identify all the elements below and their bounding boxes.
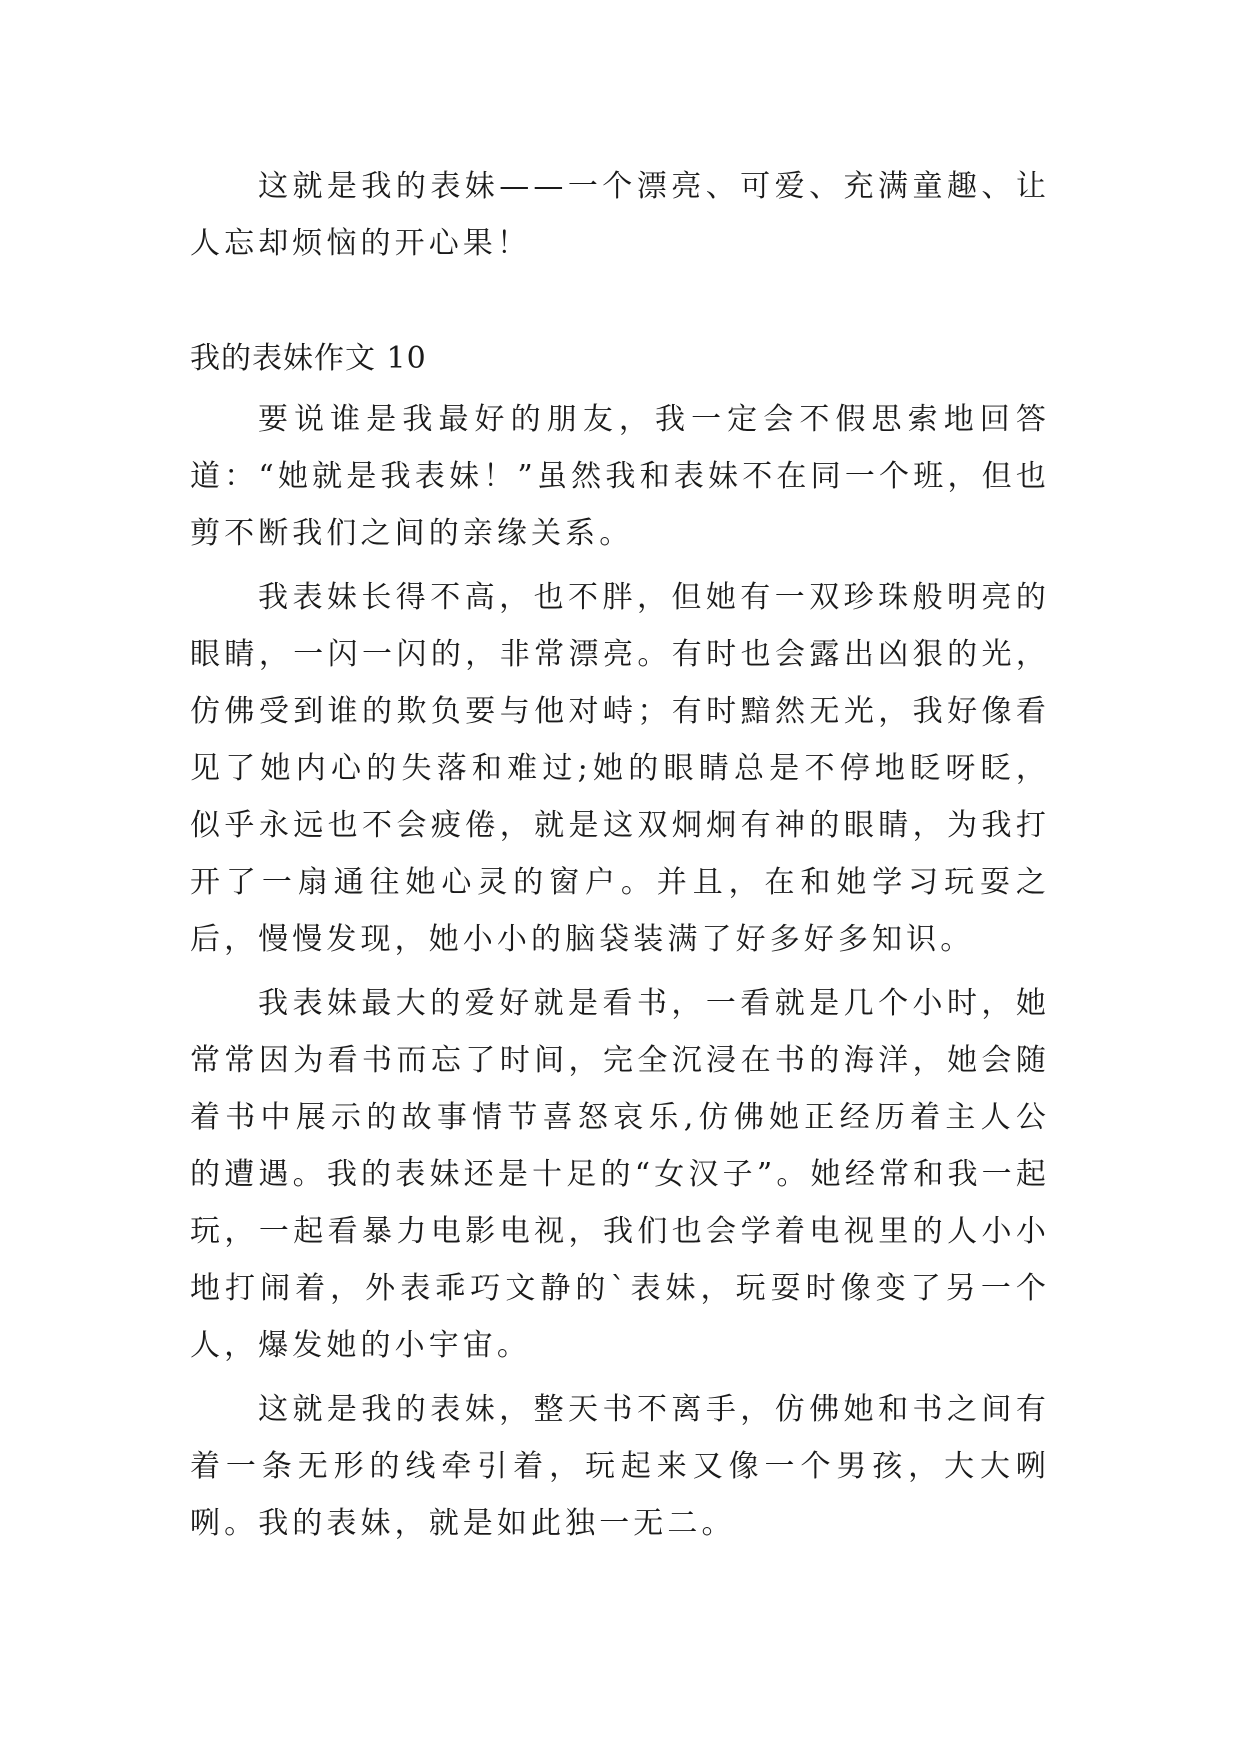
paragraph-closing-previous: 这就是我的表妹——一个漂亮、可爱、充满童趣、让人忘却烦恼的开心果！	[190, 169, 1050, 261]
paragraph-4: 这就是我的表妹，整天书不离手，仿佛她和书之间有着一条无形的线牵引着，玩起来又像一个男孩，大大咧咧。我的表妹，就是如此独一无二。	[190, 1392, 1050, 1541]
section-title: 我的表妹作文 10	[190, 341, 427, 376]
document-body	[190, 158, 1050, 1552]
paragraph-3: 我表妹最大的爱好就是看书，一看就是几个小时，她常常因为看书而忘了时间，完全沉浸在书的海洋，她会随着书中展示的故事情节喜怒哀乐,仿佛她正经历着主人公的遭遇。我的表妹还是十足的“女汉子”。她经常和我一起玩，一起看暴力电影电视，我们也会学着电视里的人小小地打闹着，外表乖巧文静的`表妹，玩耍时像变了另一个人，爆发她的小宇宙。	[190, 986, 1050, 1363]
paragraph-1: 要说谁是我最好的朋友，我一定会不假思索地回答道：“她就是我表妹！”虽然我和表妹不在同一个班，但也剪不断我们之间的亲缘关系。	[190, 402, 1050, 551]
paragraph-2: 我表妹长得不高，也不胖，但她有一双珍珠般明亮的眼睛，一闪一闪的，非常漂亮。有时也会露出凶狠的光，仿佛受到谁的欺负要与他对峙；有时黯然无光，我好像看见了她内心的失落和难过;她的眼睛总是不停地眨呀眨，似乎永远也不会疲倦，就是这双炯炯有神的眼睛，为我打开了一扇通往她心灵的窗户。并且，在和她学习玩耍之后，慢慢发现，她小小的脑袋装满了好多好多知识。	[190, 580, 1050, 957]
